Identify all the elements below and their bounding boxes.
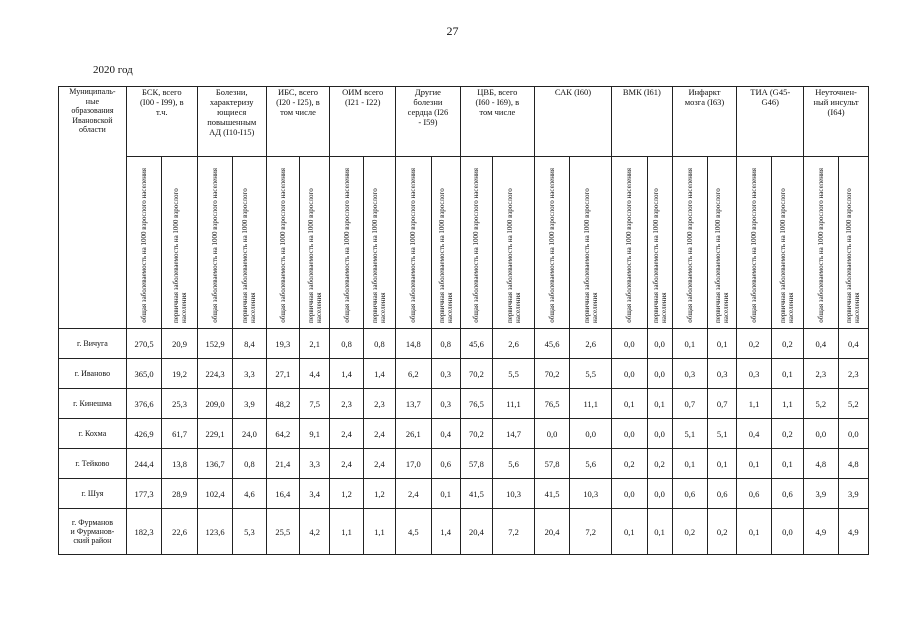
value-cell: 2,6: [493, 329, 535, 359]
value-cell: 1,1: [363, 509, 395, 555]
value-cell: 182,3: [126, 509, 161, 555]
value-cell: 21,4: [266, 449, 299, 479]
primary-morbidity-header: [431, 157, 460, 329]
value-cell: 64,2: [266, 419, 299, 449]
value-cell: 0,1: [612, 509, 647, 555]
group-header: ЦВБ, всего (I60 - I69), в том числе: [460, 87, 534, 157]
value-cell: 4,9: [838, 509, 868, 555]
morbidity-table: [58, 86, 869, 555]
sub-header-row: [59, 157, 869, 329]
value-cell: 0,8: [431, 329, 460, 359]
value-cell: 28,9: [162, 479, 198, 509]
vertical-header-label: первичная заболеваемость на 1000 взрослого населения: [779, 188, 796, 323]
value-cell: 9,1: [300, 419, 330, 449]
table-row: [59, 359, 869, 389]
value-cell: 0,0: [647, 479, 672, 509]
value-cell: 1,2: [363, 479, 395, 509]
value-cell: 0,1: [771, 449, 803, 479]
value-cell: 244,4: [126, 449, 161, 479]
value-cell: 20,4: [534, 509, 569, 555]
value-cell: 1,4: [431, 509, 460, 555]
vertical-header-label: первичная заболеваемость на 1000 взрослого населения: [845, 188, 862, 323]
table-row: [59, 419, 869, 449]
general-morbidity-header: [126, 157, 161, 329]
value-cell: 17,0: [396, 449, 431, 479]
value-cell: 0,1: [431, 479, 460, 509]
vertical-header-label: общая заболеваемость на 1000 взрослого населения: [548, 168, 557, 323]
vertical-header-label: первичная заболеваемость на 1000 взрослого населения: [171, 188, 188, 323]
value-cell: 0,6: [737, 479, 771, 509]
group-header-row: [59, 87, 869, 157]
value-cell: 270,5: [126, 329, 161, 359]
value-cell: 10,3: [493, 479, 535, 509]
value-cell: 0,1: [737, 449, 771, 479]
group-header: ВМК (I61): [612, 87, 673, 157]
value-cell: 1,4: [363, 359, 395, 389]
value-cell: 0,4: [431, 419, 460, 449]
value-cell: 1,1: [737, 389, 771, 419]
value-cell: 0,1: [771, 359, 803, 389]
value-cell: 0,3: [737, 359, 771, 389]
value-cell: 0,1: [737, 509, 771, 555]
value-cell: 24,0: [233, 419, 266, 449]
general-morbidity-header: [266, 157, 299, 329]
vertical-header-label: общая заболеваемость на 1000 взрослого населения: [409, 168, 418, 323]
value-cell: 13,7: [396, 389, 431, 419]
value-cell: 0,8: [330, 329, 363, 359]
vertical-header-label: общая заболеваемость на 1000 взрослого населения: [278, 168, 287, 323]
value-cell: 11,1: [570, 389, 612, 419]
value-cell: 2,4: [363, 449, 395, 479]
value-cell: 2,4: [330, 419, 363, 449]
group-header: Другие болезни сердца (I26 - I59): [396, 87, 461, 157]
value-cell: 0,1: [672, 329, 707, 359]
value-cell: 48,2: [266, 389, 299, 419]
value-cell: 2,6: [570, 329, 612, 359]
value-cell: 2,4: [330, 449, 363, 479]
value-cell: 0,0: [612, 359, 647, 389]
value-cell: 0,6: [708, 479, 737, 509]
vertical-header-label: общая заболеваемость на 1000 взрослого населения: [685, 168, 694, 323]
value-cell: 22,6: [162, 509, 198, 555]
value-cell: 0,3: [672, 359, 707, 389]
value-cell: 0,3: [431, 359, 460, 389]
value-cell: 0,4: [804, 329, 838, 359]
primary-morbidity-header: [570, 157, 612, 329]
page-number: 27: [446, 24, 459, 38]
value-cell: 5,6: [493, 449, 535, 479]
value-cell: 229,1: [197, 419, 232, 449]
value-cell: 70,2: [460, 359, 492, 389]
value-cell: 0,2: [612, 449, 647, 479]
value-cell: 136,7: [197, 449, 232, 479]
value-cell: 7,2: [493, 509, 535, 555]
value-cell: 2,3: [330, 389, 363, 419]
value-cell: 11,1: [493, 389, 535, 419]
value-cell: 2,4: [396, 479, 431, 509]
value-cell: 41,5: [460, 479, 492, 509]
value-cell: 1,1: [771, 389, 803, 419]
value-cell: 0,2: [672, 509, 707, 555]
year-title: 2020 год: [93, 64, 133, 76]
municipality-name: г. Кохма: [59, 419, 127, 449]
municipality-name: г. Тейково: [59, 449, 127, 479]
group-header: ТИА (G45- G46): [737, 87, 804, 157]
value-cell: 76,5: [460, 389, 492, 419]
municipality-name: г. Иваново: [59, 359, 127, 389]
general-morbidity-header: [804, 157, 838, 329]
vertical-header-label: общая заболеваемость на 1000 взрослого населения: [211, 168, 220, 323]
vertical-header-label: общая заболеваемость на 1000 взрослого населения: [140, 168, 149, 323]
value-cell: 0,2: [771, 419, 803, 449]
value-cell: 5,1: [708, 419, 737, 449]
general-morbidity-header: [396, 157, 431, 329]
value-cell: 0,4: [737, 419, 771, 449]
vertical-header-label: первичная заболеваемость на 1000 взрослого населения: [306, 188, 323, 323]
value-cell: 3,4: [300, 479, 330, 509]
value-cell: 0,1: [647, 389, 672, 419]
table-row: [59, 479, 869, 509]
corner-header: Муниципаль- ные образования Ивановской области: [59, 87, 127, 329]
general-morbidity-header: [672, 157, 707, 329]
group-header: Неуточнен- ный инсульт (I64): [804, 87, 869, 157]
value-cell: 14,7: [493, 419, 535, 449]
value-cell: 1,1: [330, 509, 363, 555]
group-header: Инфаркт мозга (I63): [672, 87, 737, 157]
value-cell: 25,3: [162, 389, 198, 419]
value-cell: 57,8: [534, 449, 569, 479]
vertical-header-label: первичная заболеваемость на 1000 взрослого населения: [651, 188, 668, 323]
value-cell: 10,3: [570, 479, 612, 509]
value-cell: 1,2: [330, 479, 363, 509]
value-cell: 70,2: [534, 359, 569, 389]
value-cell: 209,0: [197, 389, 232, 419]
primary-morbidity-header: [708, 157, 737, 329]
primary-morbidity-header: [771, 157, 803, 329]
group-header: ОИМ всего (I21 - I22): [330, 87, 396, 157]
value-cell: 4,6: [233, 479, 266, 509]
value-cell: 0,0: [838, 419, 868, 449]
vertical-header-label: первичная заболеваемость на 1000 взрослого населения: [582, 188, 599, 323]
value-cell: 0,0: [647, 419, 672, 449]
value-cell: 0,0: [570, 419, 612, 449]
value-cell: 0,8: [233, 449, 266, 479]
table-row: [59, 389, 869, 419]
value-cell: 45,6: [534, 329, 569, 359]
value-cell: 26,1: [396, 419, 431, 449]
value-cell: 20,9: [162, 329, 198, 359]
value-cell: 16,4: [266, 479, 299, 509]
value-cell: 2,4: [363, 419, 395, 449]
table-row: [59, 449, 869, 479]
vertical-header-label: первичная заболеваемость на 1000 взрослого населения: [371, 188, 388, 323]
primary-morbidity-header: [647, 157, 672, 329]
value-cell: 25,5: [266, 509, 299, 555]
value-cell: 0,0: [647, 329, 672, 359]
value-cell: 7,2: [570, 509, 612, 555]
group-header: САК (I60): [534, 87, 611, 157]
value-cell: 0,1: [708, 449, 737, 479]
value-cell: 1,4: [330, 359, 363, 389]
municipality-name: г. Вичуга: [59, 329, 127, 359]
value-cell: 20,4: [460, 509, 492, 555]
value-cell: 0,3: [708, 359, 737, 389]
general-morbidity-header: [460, 157, 492, 329]
general-morbidity-header: [612, 157, 647, 329]
value-cell: 0,6: [672, 479, 707, 509]
value-cell: 0,0: [804, 419, 838, 449]
value-cell: 0,2: [737, 329, 771, 359]
group-header: БСК, всего (I00 - I99), в т.ч.: [126, 87, 197, 157]
value-cell: 177,3: [126, 479, 161, 509]
value-cell: 5,5: [493, 359, 535, 389]
value-cell: 152,9: [197, 329, 232, 359]
value-cell: 6,2: [396, 359, 431, 389]
value-cell: 14,8: [396, 329, 431, 359]
primary-morbidity-header: [838, 157, 868, 329]
value-cell: 5,3: [233, 509, 266, 555]
municipality-name: г. Фурманов и Фурманов- ский район: [59, 509, 127, 555]
value-cell: 3,9: [233, 389, 266, 419]
vertical-header-label: общая заболеваемость на 1000 взрослого населения: [816, 168, 825, 323]
general-morbidity-header: [197, 157, 232, 329]
value-cell: 0,8: [363, 329, 395, 359]
value-cell: 5,6: [570, 449, 612, 479]
value-cell: 0,2: [771, 329, 803, 359]
value-cell: 57,8: [460, 449, 492, 479]
value-cell: 0,1: [647, 509, 672, 555]
value-cell: 0,4: [838, 329, 868, 359]
table-row: [59, 329, 869, 359]
value-cell: 13,8: [162, 449, 198, 479]
value-cell: 45,6: [460, 329, 492, 359]
value-cell: 0,0: [612, 479, 647, 509]
value-cell: 4,8: [804, 449, 838, 479]
value-cell: 3,9: [838, 479, 868, 509]
value-cell: 123,6: [197, 509, 232, 555]
vertical-header-label: общая заболеваемость на 1000 взрослого населения: [472, 168, 481, 323]
value-cell: 0,1: [708, 329, 737, 359]
value-cell: 0,6: [771, 479, 803, 509]
value-cell: 4,8: [838, 449, 868, 479]
vertical-header-label: первичная заболеваемость на 1000 взрослого населения: [714, 188, 731, 323]
table-row: [59, 509, 869, 555]
value-cell: 376,6: [126, 389, 161, 419]
value-cell: 41,5: [534, 479, 569, 509]
primary-morbidity-header: [493, 157, 535, 329]
value-cell: 61,7: [162, 419, 198, 449]
value-cell: 0,1: [612, 389, 647, 419]
vertical-header-label: общая заболеваемость на 1000 взрослого населения: [342, 168, 351, 323]
value-cell: 5,2: [804, 389, 838, 419]
value-cell: 365,0: [126, 359, 161, 389]
value-cell: 2,3: [838, 359, 868, 389]
value-cell: 0,0: [534, 419, 569, 449]
general-morbidity-header: [330, 157, 363, 329]
value-cell: 2,3: [804, 359, 838, 389]
value-cell: 0,2: [708, 509, 737, 555]
value-cell: 0,7: [708, 389, 737, 419]
value-cell: 27,1: [266, 359, 299, 389]
value-cell: 4,2: [300, 509, 330, 555]
value-cell: 426,9: [126, 419, 161, 449]
general-morbidity-header: [737, 157, 771, 329]
primary-morbidity-header: [300, 157, 330, 329]
vertical-header-label: первичная заболеваемость на 1000 взрослого населения: [437, 188, 454, 323]
value-cell: 3,3: [233, 359, 266, 389]
primary-morbidity-header: [363, 157, 395, 329]
value-cell: 5,1: [672, 419, 707, 449]
value-cell: 2,3: [363, 389, 395, 419]
value-cell: 4,4: [300, 359, 330, 389]
value-cell: 76,5: [534, 389, 569, 419]
general-morbidity-header: [534, 157, 569, 329]
value-cell: 4,5: [396, 509, 431, 555]
value-cell: 0,0: [647, 359, 672, 389]
value-cell: 7,5: [300, 389, 330, 419]
value-cell: 0,0: [612, 419, 647, 449]
value-cell: 0,6: [431, 449, 460, 479]
value-cell: 3,3: [300, 449, 330, 479]
group-header: Болезни, характеризу ющиеся повышенным АД (I10-I15): [197, 87, 266, 157]
value-cell: 8,4: [233, 329, 266, 359]
value-cell: 0,2: [647, 449, 672, 479]
value-cell: 3,9: [804, 479, 838, 509]
value-cell: 2,1: [300, 329, 330, 359]
value-cell: 5,2: [838, 389, 868, 419]
value-cell: 19,3: [266, 329, 299, 359]
municipality-name: г. Кинешма: [59, 389, 127, 419]
value-cell: 5,5: [570, 359, 612, 389]
value-cell: 0,7: [672, 389, 707, 419]
value-cell: 4,9: [804, 509, 838, 555]
value-cell: 102,4: [197, 479, 232, 509]
value-cell: 0,1: [672, 449, 707, 479]
vertical-header-label: общая заболеваемость на 1000 взрослого населения: [625, 168, 634, 323]
value-cell: 19,2: [162, 359, 198, 389]
vertical-header-label: общая заболеваемость на 1000 взрослого населения: [750, 168, 759, 323]
vertical-header-label: первичная заболеваемость на 1000 взрослого населения: [241, 188, 258, 323]
group-header: ИБС, всего (I20 - I25), в том числе: [266, 87, 330, 157]
vertical-header-label: первичная заболеваемость на 1000 взрослого населения: [505, 188, 522, 323]
value-cell: 224,3: [197, 359, 232, 389]
value-cell: 70,2: [460, 419, 492, 449]
municipality-name: г. Шуя: [59, 479, 127, 509]
value-cell: 0,0: [771, 509, 803, 555]
value-cell: 0,0: [612, 329, 647, 359]
primary-morbidity-header: [233, 157, 266, 329]
primary-morbidity-header: [162, 157, 198, 329]
value-cell: 0,3: [431, 389, 460, 419]
